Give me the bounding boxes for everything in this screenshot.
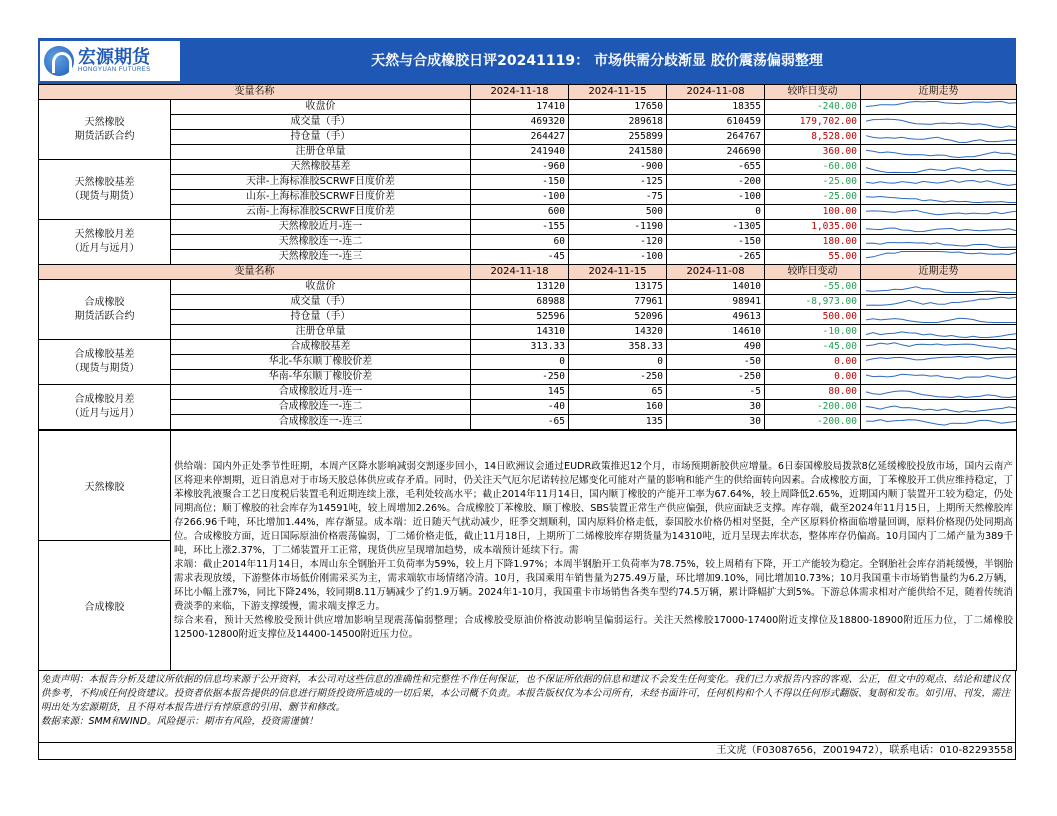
trend-sparkline xyxy=(861,160,1017,175)
variable-name: 收盘价 xyxy=(171,280,471,295)
variable-name: 注册仓单量 xyxy=(171,325,471,340)
value-cell: 500 xyxy=(569,205,667,220)
variable-name: 云南-上海标准胶SCRWF日度价差 xyxy=(171,205,471,220)
variable-name: 天然橡胶连一-连二 xyxy=(171,235,471,250)
commentary-label-synthetic: 合成橡胶 xyxy=(39,541,171,671)
commentary-text xyxy=(171,431,1017,671)
value-cell: -250 xyxy=(667,370,765,385)
commentary-natural-text: 供给端：国内外正处季节性旺期，本周产区降水影响减弱交割逐步回小，14日欧洲议会通过EUDR政策推迟12个月，市场预期新胶供应增量。6日泰国橡胶局拨款8亿延缓橡胶投放市场，国内云南产区将迎来停割期，近日消息对于市场天胶总体供应或存矛盾。同时，仍关注天气厄尔尼诺转拉尼娜变化可能对产量的影响和能产生的供给面转向因素。合成橡胶方面，丁苯橡胶开工供应维持稳定，丁苯橡胶乳液聚合工艺日度税后装置毛利近期连续上涨，毛利处较高水平；截止2014年11月14日，国内顺丁橡胶的产能开工率为67.64%，较上周降低2.65%，近期国内顺丁装置开工较为稳定，仍处同期高位；顺丁橡胶的社会库存为14591吨，较上周增加2.26%。合成橡胶丁苯橡胶、顺丁橡胶、SBS装置正常生产供应偏强，供应面缺乏支撑。库存端，截至2024年11月15日，上期所天然橡胶库存266.96千吨，环比增加1.44%，库存渐显。成本端：近日随天气扰动减少，旺季交割顺利，国内原料价格走低，泰国胶水价格仍相对坚挺，全产区原料价格面临增量回调，原料价格现仍处同期高位。合成橡胶方面，近日国际原油价格震荡偏弱，丁二烯价格走低，截止11月18日，上期所丁二烯橡胶库存期货量为14310吨，近月呈现去库状态，整体库存仍偏高。10月国内丁二烯产量为389千吨，环比上涨2.37%，丁二烯装置开工正常，现货供应呈现增加趋势，成本端预计延续下行。需 xyxy=(174,460,1013,556)
variable-name: 合成橡胶连一-连三 xyxy=(171,415,471,430)
value-cell: 255899 xyxy=(569,130,667,145)
value-cell: -200 xyxy=(667,175,765,190)
value-cell: 68988 xyxy=(471,295,569,310)
trend-sparkline xyxy=(861,415,1017,430)
value-cell: 52596 xyxy=(471,310,569,325)
table-row xyxy=(39,205,1017,220)
disclaimer-text: 免责声明：本报告分析及建议所依据的信息均来源于公开资料，本公司对这些信息的准确性和完整性不作任何保证，也不保证所依据的信息和建议不会发生任何变化。我们已力求报告内容的客观、公正，但文中的观点、结论和建议仅供参考，不构成任何投资建议。投资者依据本报告提供的信息进行期货投资所造成的一切后果，本公司概不负责。本报告版权仅为本公司所有，未经书面许可，任何机构和个人不得以任何形式翻版、复制和发布。如引用、刊发，需注明出处为宏源期货，且不得对本报告进行有悖原意的引用、删节和修改。 xyxy=(41,674,1011,713)
table-row xyxy=(39,115,1017,130)
change-cell: -25.00 xyxy=(765,190,861,205)
variable-name: 天然橡胶连一-连三 xyxy=(171,250,471,265)
value-cell: 17650 xyxy=(569,100,667,115)
change-cell: 360.00 xyxy=(765,145,861,160)
table-row xyxy=(39,385,1017,400)
variable-name: 华北-华东顺丁橡胶价差 xyxy=(171,355,471,370)
value-cell: 289618 xyxy=(569,115,667,130)
group-label: 天然橡胶基差 （现货与期货） xyxy=(39,160,171,220)
table-row xyxy=(39,250,1017,265)
value-cell: 469320 xyxy=(471,115,569,130)
change-cell: 8,528.00 xyxy=(765,130,861,145)
change-cell: -8,973.00 xyxy=(765,295,861,310)
value-cell: 264767 xyxy=(667,130,765,145)
value-cell: 14310 xyxy=(471,325,569,340)
variable-name: 合成橡胶基差 xyxy=(171,340,471,355)
value-cell: 241940 xyxy=(471,145,569,160)
variable-name: 山东-上海标准胶SCRWF日度价差 xyxy=(171,190,471,205)
group-label: 天然橡胶月差 （近月与远月） xyxy=(39,220,171,265)
value-cell: -250 xyxy=(471,370,569,385)
table-row xyxy=(39,160,1017,175)
value-cell: -655 xyxy=(667,160,765,175)
variable-name: 合成橡胶连一-连二 xyxy=(171,400,471,415)
change-cell: 55.00 xyxy=(765,250,861,265)
trend-sparkline xyxy=(861,280,1017,295)
value-cell: 30 xyxy=(667,400,765,415)
value-cell: -125 xyxy=(569,175,667,190)
value-cell: 358.33 xyxy=(569,340,667,355)
group-label: 天然橡胶 期货活跃合约 xyxy=(39,100,171,160)
change-cell: 80.00 xyxy=(765,385,861,400)
value-cell: 610459 xyxy=(667,115,765,130)
change-cell: 500.00 xyxy=(765,310,861,325)
column-header: 2024-11-15 xyxy=(569,85,667,100)
value-cell: -265 xyxy=(667,250,765,265)
logo-english-name: HONGYUAN FUTURES xyxy=(78,67,151,73)
value-cell: -75 xyxy=(569,190,667,205)
value-cell: 241580 xyxy=(569,145,667,160)
variable-name: 收盘价 xyxy=(171,100,471,115)
trend-sparkline xyxy=(861,310,1017,325)
variable-name: 注册仓单量 xyxy=(171,145,471,160)
trend-sparkline xyxy=(861,115,1017,130)
change-cell: 179,702.00 xyxy=(765,115,861,130)
trend-sparkline xyxy=(861,175,1017,190)
trend-sparkline xyxy=(861,295,1017,310)
commentary-synthetic-text: 求端：截止2014年11月14日，本周山东全钢胎开工负荷率为59%，较上月下降1.97%；本周半钢胎开工负荷率为78.75%，较上周稍有下降，开工产能较为稳定。全钢胎社会库存消耗缓慢，半钢胎需求表现放缓，下游整体市场低价刚需采买为主，需求端软市场情绪冷清。10月，我国乘用车销售量为275.49万量，环比增加9.10%，同比增加10.73%；10月我国重卡市场销售量约为6.2万辆，环比小幅上涨7%，同比下降24%，较同期8.11万辆减少了约1.9万辆。2024年1-10月，我国重卡市场销售各类车型约74.5万辆，累计降幅扩大到5%。下游总体需求相对产能供给不足，随着传统消费淡季的来临，下游支撑缓慢，需求端支撑乏力。 xyxy=(174,558,1013,612)
table-row xyxy=(39,355,1017,370)
table-row xyxy=(39,295,1017,310)
value-cell: -960 xyxy=(471,160,569,175)
variable-name: 合成橡胶近月-连一 xyxy=(171,385,471,400)
value-cell: -40 xyxy=(471,400,569,415)
trend-sparkline xyxy=(861,145,1017,160)
trend-sparkline xyxy=(861,370,1017,385)
change-cell: 0.00 xyxy=(765,370,861,385)
column-header: 近期走势 xyxy=(861,265,1017,280)
value-cell: 13120 xyxy=(471,280,569,295)
table-row xyxy=(39,235,1017,250)
variable-name: 华南-华东顺丁橡胶价差 xyxy=(171,370,471,385)
trend-sparkline xyxy=(861,325,1017,340)
contact-line: 王文虎（F03087656，Z0019472），联系电话：010-82293558 xyxy=(38,743,1016,760)
trend-sparkline xyxy=(861,340,1017,355)
report-title: 天然与合成橡胶日评20241119： 市场供需分歧渐显 胶价震荡偏弱整理 xyxy=(371,53,823,69)
variable-name: 持仓量（手） xyxy=(171,310,471,325)
variable-name: 成交量（手） xyxy=(171,115,471,130)
value-cell: -5 xyxy=(667,385,765,400)
value-cell: 313.33 xyxy=(471,340,569,355)
change-cell: -25.00 xyxy=(765,175,861,190)
column-header: 2024-11-18 xyxy=(471,85,569,100)
table-header-row xyxy=(39,265,1017,280)
value-cell: 98941 xyxy=(667,295,765,310)
variable-name: 天然橡胶近月-连一 xyxy=(171,220,471,235)
table-row xyxy=(39,175,1017,190)
value-cell: 77961 xyxy=(569,295,667,310)
data-source-text: 数据来源：SMM和WIND。风险提示：期市有风险，投资需谨慎！ xyxy=(41,716,319,727)
value-cell: 135 xyxy=(569,415,667,430)
column-header: 2024-11-08 xyxy=(667,85,765,100)
value-cell: -100 xyxy=(569,250,667,265)
table-header-row xyxy=(39,85,1017,100)
value-cell: 49613 xyxy=(667,310,765,325)
logo-icon xyxy=(44,46,74,76)
value-cell: 14320 xyxy=(569,325,667,340)
trend-sparkline xyxy=(861,385,1017,400)
column-header: 2024-11-08 xyxy=(667,265,765,280)
variable-name: 持仓量（手） xyxy=(171,130,471,145)
trend-sparkline xyxy=(861,220,1017,235)
value-cell: 0 xyxy=(569,355,667,370)
company-logo xyxy=(40,41,180,81)
value-cell: -50 xyxy=(667,355,765,370)
value-cell: 13175 xyxy=(569,280,667,295)
table-row xyxy=(39,220,1017,235)
value-cell: 14010 xyxy=(667,280,765,295)
variable-name: 天然橡胶基差 xyxy=(171,160,471,175)
trend-sparkline xyxy=(861,100,1017,115)
value-cell: 30 xyxy=(667,415,765,430)
change-cell: -240.00 xyxy=(765,100,861,115)
value-cell: -150 xyxy=(667,235,765,250)
value-cell: -250 xyxy=(569,370,667,385)
value-cell: -900 xyxy=(569,160,667,175)
group-label: 合成橡胶 期货活跃合约 xyxy=(39,280,171,340)
value-cell: -155 xyxy=(471,220,569,235)
value-cell: 145 xyxy=(471,385,569,400)
value-cell: 160 xyxy=(569,400,667,415)
trend-sparkline xyxy=(861,250,1017,265)
trend-sparkline xyxy=(861,355,1017,370)
value-cell: -120 xyxy=(569,235,667,250)
value-cell: -1305 xyxy=(667,220,765,235)
value-cell: -45 xyxy=(471,250,569,265)
group-label: 合成橡胶基差 （现货与期货） xyxy=(39,340,171,385)
column-header: 2024-11-18 xyxy=(471,265,569,280)
value-cell: 60 xyxy=(471,235,569,250)
value-cell: 0 xyxy=(471,355,569,370)
table-row xyxy=(39,190,1017,205)
disclaimer-block xyxy=(38,671,1016,743)
change-cell: -10.00 xyxy=(765,325,861,340)
report-header xyxy=(38,38,1016,84)
commentary-label-natural: 天然橡胶 xyxy=(39,431,171,541)
trend-sparkline xyxy=(861,235,1017,250)
value-cell: 65 xyxy=(569,385,667,400)
table-row xyxy=(39,415,1017,430)
change-cell: 180.00 xyxy=(765,235,861,250)
column-header: 变量名称 xyxy=(39,265,471,280)
column-header: 变量名称 xyxy=(39,85,471,100)
table-row xyxy=(39,280,1017,295)
variable-name: 成交量（手） xyxy=(171,295,471,310)
value-cell: -65 xyxy=(471,415,569,430)
table-row xyxy=(39,310,1017,325)
value-cell: -150 xyxy=(471,175,569,190)
table-row xyxy=(39,325,1017,340)
table-row xyxy=(39,145,1017,160)
value-cell: 18355 xyxy=(667,100,765,115)
value-cell: 264427 xyxy=(471,130,569,145)
value-cell: 246690 xyxy=(667,145,765,160)
trend-sparkline xyxy=(861,190,1017,205)
report-sheet xyxy=(38,38,1016,760)
change-cell: 0.00 xyxy=(765,355,861,370)
trend-sparkline xyxy=(861,205,1017,220)
value-cell: -100 xyxy=(667,190,765,205)
change-cell: -200.00 xyxy=(765,400,861,415)
column-header: 较昨日变动 xyxy=(765,265,861,280)
value-cell: 600 xyxy=(471,205,569,220)
value-cell: -100 xyxy=(471,190,569,205)
column-header: 较昨日变动 xyxy=(765,85,861,100)
column-header: 2024-11-15 xyxy=(569,265,667,280)
commentary-table xyxy=(38,430,1017,671)
column-header: 近期走势 xyxy=(861,85,1017,100)
value-cell: -1190 xyxy=(569,220,667,235)
logo-name: 宏源期货 xyxy=(78,47,150,68)
change-cell: 1,035.00 xyxy=(765,220,861,235)
table-row xyxy=(39,130,1017,145)
change-cell: -55.00 xyxy=(765,280,861,295)
value-cell: 17410 xyxy=(471,100,569,115)
table-row xyxy=(39,100,1017,115)
group-label: 合成橡胶月差 （近月与远月） xyxy=(39,385,171,430)
value-cell: 0 xyxy=(667,205,765,220)
table-row xyxy=(39,370,1017,385)
trend-sparkline xyxy=(861,400,1017,415)
data-table xyxy=(38,84,1017,430)
trend-sparkline xyxy=(861,130,1017,145)
variable-name: 天津-上海标准胶SCRWF日度价差 xyxy=(171,175,471,190)
change-cell: 100.00 xyxy=(765,205,861,220)
change-cell: -200.00 xyxy=(765,415,861,430)
commentary-summary-text: 综合来看，预计天然橡胶受预计供应增加影响呈现震荡偏弱整理；合成橡胶受原油价格波动影响呈偏弱运行。关注天然橡胶17000-17400附近支撑位及18800-18900附近压力位，丁二烯橡胶12500-12800附近支撑位及14400-14500附近压力位。 xyxy=(174,614,1013,640)
value-cell: 52096 xyxy=(569,310,667,325)
value-cell: 14610 xyxy=(667,325,765,340)
table-row xyxy=(39,400,1017,415)
value-cell: 490 xyxy=(667,340,765,355)
change-cell: -60.00 xyxy=(765,160,861,175)
table-row xyxy=(39,340,1017,355)
change-cell: -45.00 xyxy=(765,340,861,355)
